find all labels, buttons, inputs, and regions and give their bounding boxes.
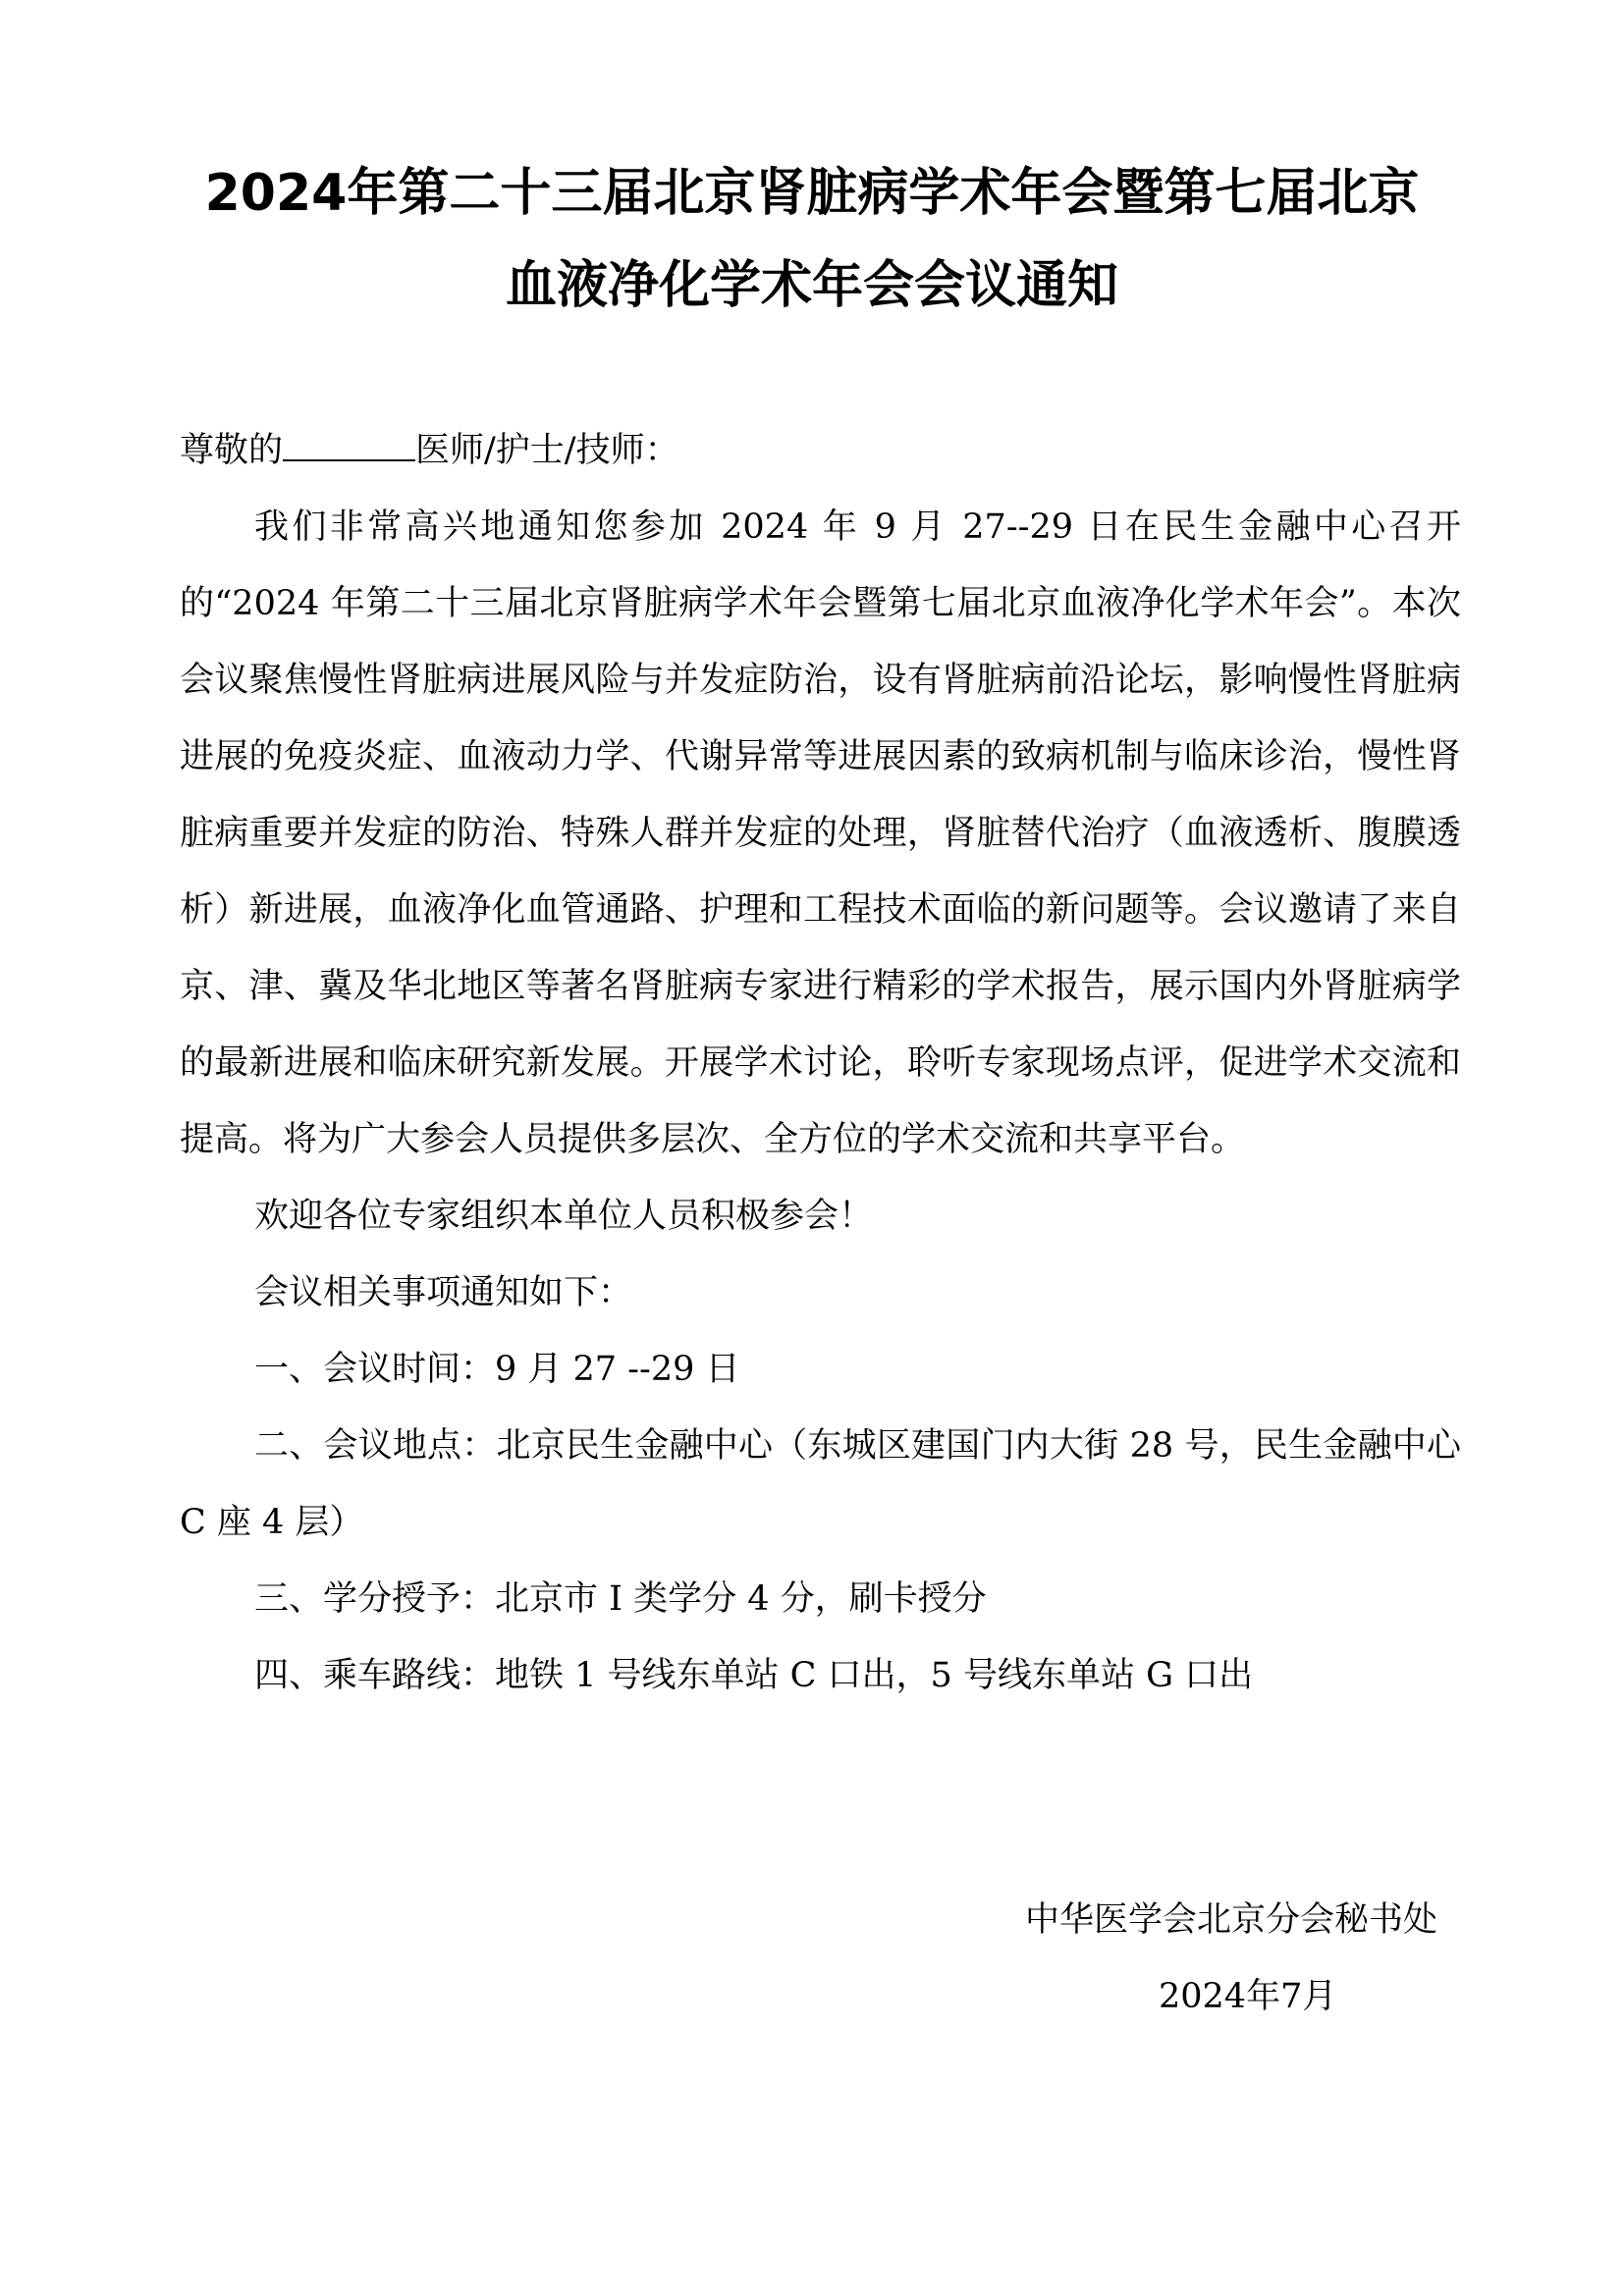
title-line-2: 血液净化学术年会会议通知 xyxy=(505,256,1118,315)
document-title xyxy=(147,147,1477,332)
notice-intro: 会议相关事项通知如下： xyxy=(254,1273,633,1312)
signature-date: 2024年7月 xyxy=(1159,1977,1337,2016)
intro-paragraph: 我们非常高兴地通知您参加 2024 年 9 月 27--29 日在民生金融中心召开的“2024 年第二十三届北京肾脏病学术年会暨第七届北京血液净化学术年会”。本次会议聚焦慢性肾脏病进展风险与并发症防治，设有肾脏病前沿论坛，影响慢性肾脏病进展的免疫炎症、血液动力学、代谢异常等进展因素的致病机制与临床诊治，慢性肾脏病重要并发症的防治、特殊人群并发症的处理，肾脏替代治疗（血液透析、腹膜透析）新进展，血液净化血管通路、护理和工程技术面临的新问题等。会议邀请了来自京、津、冀及华北地区等著名肾脏病专家进行精彩的学术报告，展示国内外肾脏病学的最新进展和临床研究新发展。开展学术讨论，聆听专家现场点评，促进学术交流和提高。将为广大参会人员提供多层次、全方位的学术交流和共享平台。 xyxy=(180,507,1461,1159)
name-blank xyxy=(283,430,415,461)
item-route: 四、乘车路线：地铁 1 号线东单站 C 口出，5 号线东单站 G 口出 xyxy=(254,1656,1254,1695)
document-body xyxy=(180,412,1461,1714)
signature-org: 中华医学会北京分会秘书处 xyxy=(1024,1900,1437,1940)
greeting-prefix: 尊敬的 xyxy=(180,431,284,470)
greeting xyxy=(180,412,1461,489)
welcome-paragraph: 欢迎各位专家组织本单位人员积极参会！ xyxy=(254,1197,874,1236)
title-line-1: 2024年第二十三届北京肾脏病学术年会暨第七届北京 xyxy=(204,164,1420,223)
item-credits: 三、学分授予：北京市 I 类学分 4 分，刷卡授分 xyxy=(254,1579,987,1619)
greeting-suffix: 医师/护士/技师： xyxy=(415,431,679,470)
item-time: 一、会议时间：9 月 27 --29 日 xyxy=(254,1350,740,1389)
item-location: 二、会议地点：北京民生金融中心（东城区建国门内大街 28 号，民生金融中心 C 座 4 层） xyxy=(180,1426,1461,1542)
